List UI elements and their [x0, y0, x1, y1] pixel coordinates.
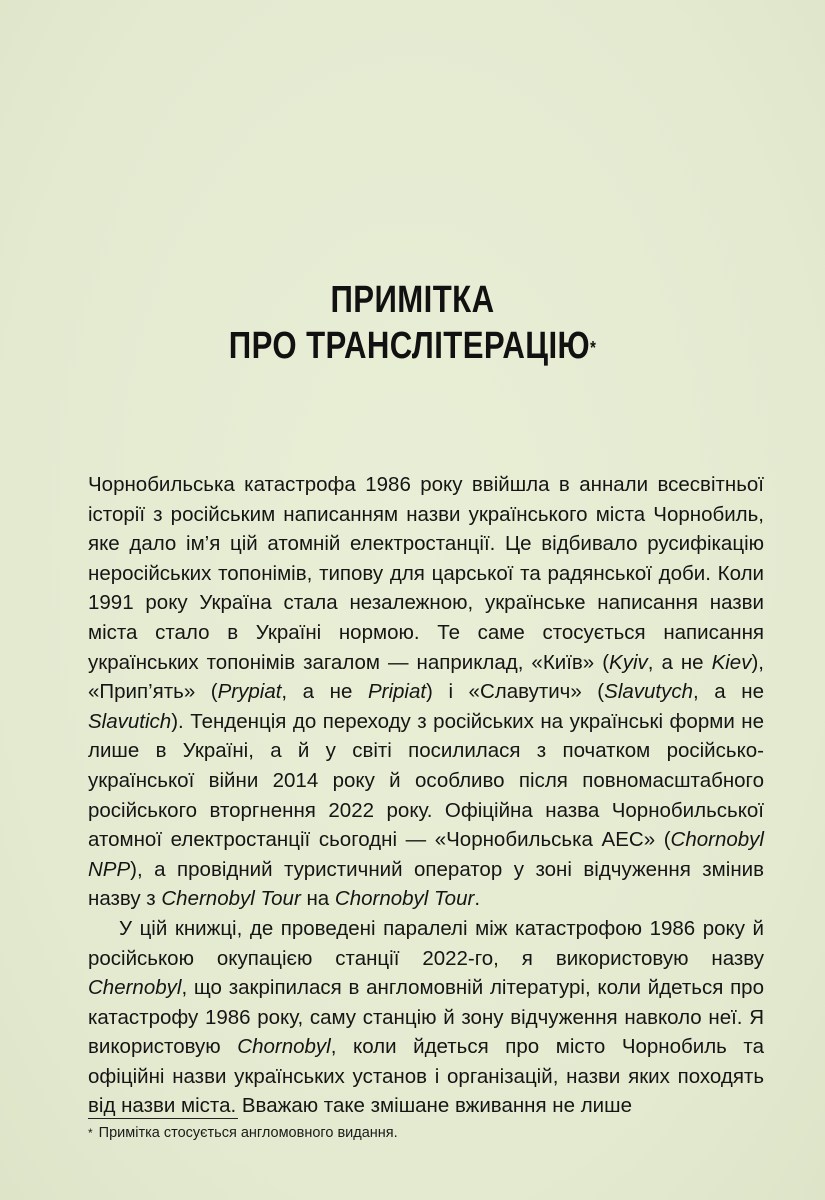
- italic-term: Chernobyl Tour: [161, 887, 301, 911]
- italic-term: Prypiat: [217, 680, 282, 704]
- italic-term: Slavutych: [604, 680, 694, 704]
- text-run: У цій книжці, де проведені паралелі між катастрофою 1986 року й російською окупацією станції 2022-го, я використовую назву: [88, 916, 764, 970]
- italic-term: Chornobyl NPP: [88, 828, 764, 881]
- italic-term: Pripiat: [367, 680, 427, 704]
- italic-term: Slavutich: [88, 709, 172, 733]
- paragraph-1: [88, 470, 764, 914]
- paragraph-2: [88, 914, 764, 1121]
- text-run: ) і «Славутич» (: [426, 680, 605, 704]
- text-run: ). Тенденція до переходу з російських на українські форми не лише в Україні, а й у світі посилилася з початком російсько-української війни 2014 року й особливо після повномасштабного російського вторгнення 2022 року. Офіційна назва Чорнобильської атомної електростанції сьогодні — «Чорнобильська АЕС» (: [88, 709, 764, 852]
- footnote-divider: [88, 1118, 238, 1119]
- text-run: ), «Прип’ять» (: [88, 650, 764, 704]
- text-run: на: [300, 887, 335, 911]
- text-run: , а не: [281, 680, 368, 704]
- footnote: [88, 1123, 764, 1143]
- title-line-2: [74, 323, 751, 369]
- text-run: , а не: [693, 680, 764, 704]
- body-text: [88, 470, 764, 1121]
- italic-term: Chornobyl Tour: [334, 887, 475, 911]
- text-run: , що закріпилася в англомовній літературі, коли йдеться про катастрофу 1986 року, саму станцію й зону відчуження навколо неї. Я використовую: [88, 976, 764, 1059]
- text-run: .: [474, 887, 481, 911]
- page-title: [74, 277, 751, 369]
- text-run: Чорнобильська катастрофа 1986 року ввійшла в аннали всесвітньої історії з російським написанням назви українського міста Чорнобиль, яке дало ім’я цій атомній електростанції. Це відбивало русифікацію неросійських топонімів, типову для царської та радянської доби. Коли 1991 року Україна стала незалежною, українське написання назви міста стало в Україні нормою. Те саме стосується написання українських топонімів загалом — наприклад, «Київ» (: [88, 473, 764, 674]
- italic-term: Chernobyl: [88, 976, 182, 1000]
- text-run: , а не: [647, 650, 712, 674]
- footnote-text: Примітка стосується англомовного видання.: [98, 1125, 398, 1141]
- italic-term: Kyiv: [609, 650, 648, 674]
- italic-term: Chornobyl: [237, 1035, 331, 1059]
- footnote-marker: *: [88, 1126, 93, 1140]
- title-line-1: ПРИМІТКА: [330, 279, 495, 322]
- text-run: , коли йдеться про місто Чорнобиль та офіційні назви українських установ і організацій, назви яких походять від назви міста. Вважаю таке змішане вживання не лише: [88, 1035, 764, 1118]
- title-line-2-text: ПРО ТРАНСЛІТЕРАЦІЮ: [228, 325, 591, 368]
- text-run: ), а провідний туристичний оператор у зоні відчуження змінив назву з: [88, 857, 764, 911]
- italic-term: Kiev: [711, 650, 752, 674]
- title-footnote-marker: *: [590, 338, 597, 359]
